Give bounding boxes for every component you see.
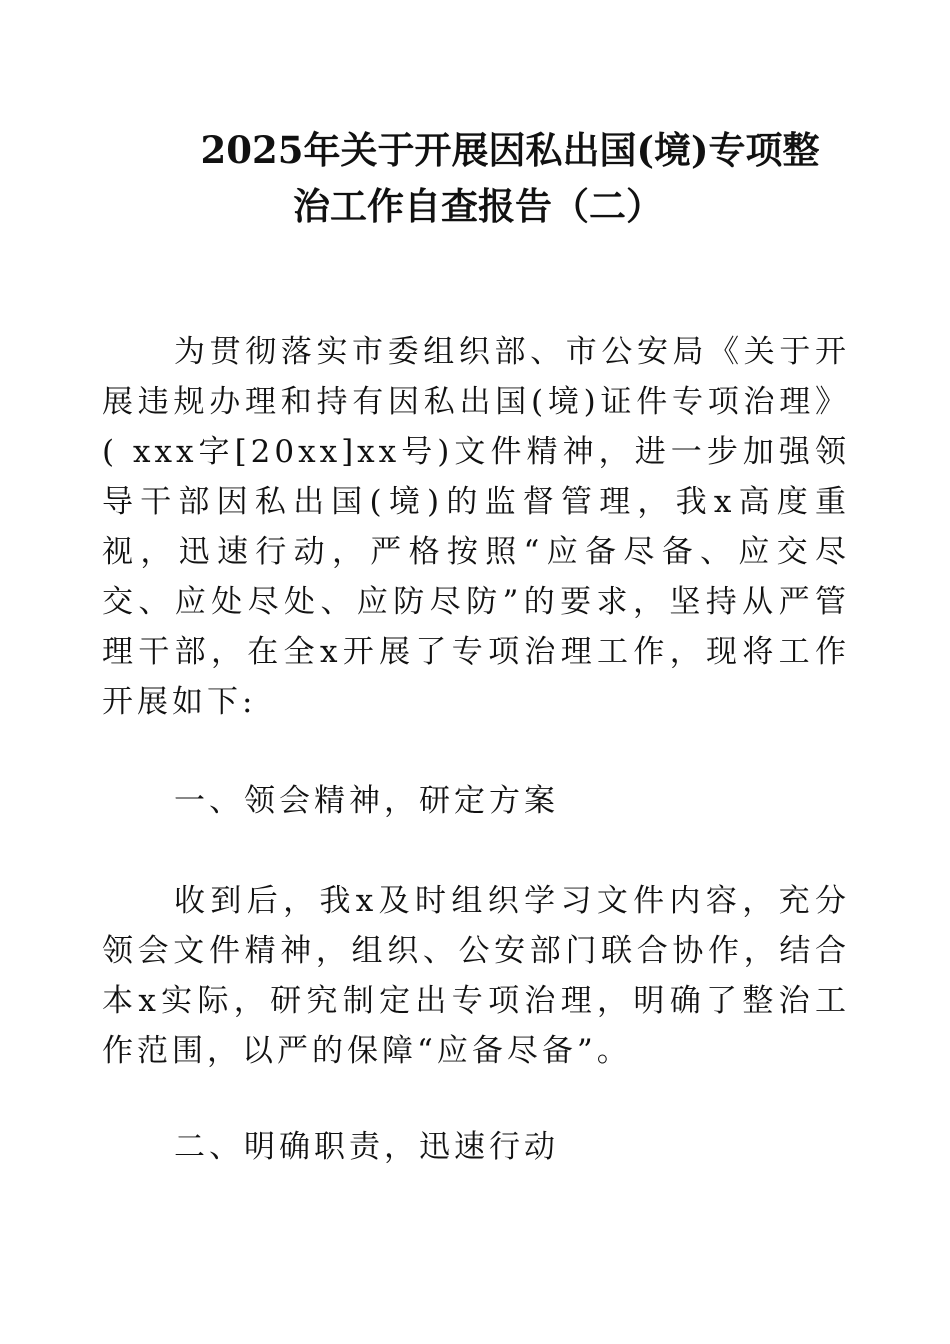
title-line-1: 2025年关于开展因私出国(境)专项整 xyxy=(200,128,820,172)
section-heading-2: 二、明确职责，迅速行动 xyxy=(174,1129,559,1165)
title-line-2: 治工作自查报告（二） xyxy=(293,184,663,228)
section-1-paragraph: 收到后，我x及时组织学习文件内容，充分领会文件精神，组织、公安部门联合协作，结合本x实际，研究制定出专项治理，明确了整治工作范围，以严的保障“应备尽备”。 xyxy=(102,883,850,1069)
document-title xyxy=(150,122,870,234)
intro-paragraph: 为贯彻落实市委组织部、市公安局《关于开展违规办理和持有因私出国(境)证件专项治理》( xxx字[20xx]xx号)文件精神，进一步加强领导干部因私出国(境)的监督管理，我x高度重视，迅速行动，严格按照“应备尽备、应交尽交、应处尽处、应防尽防”的要求，坚持从严管理干部，在全x开展了专项治理工作，现将工作开展如下: xyxy=(102,334,850,720)
section-heading-1: 一、领会精神，研定方案 xyxy=(174,783,559,819)
